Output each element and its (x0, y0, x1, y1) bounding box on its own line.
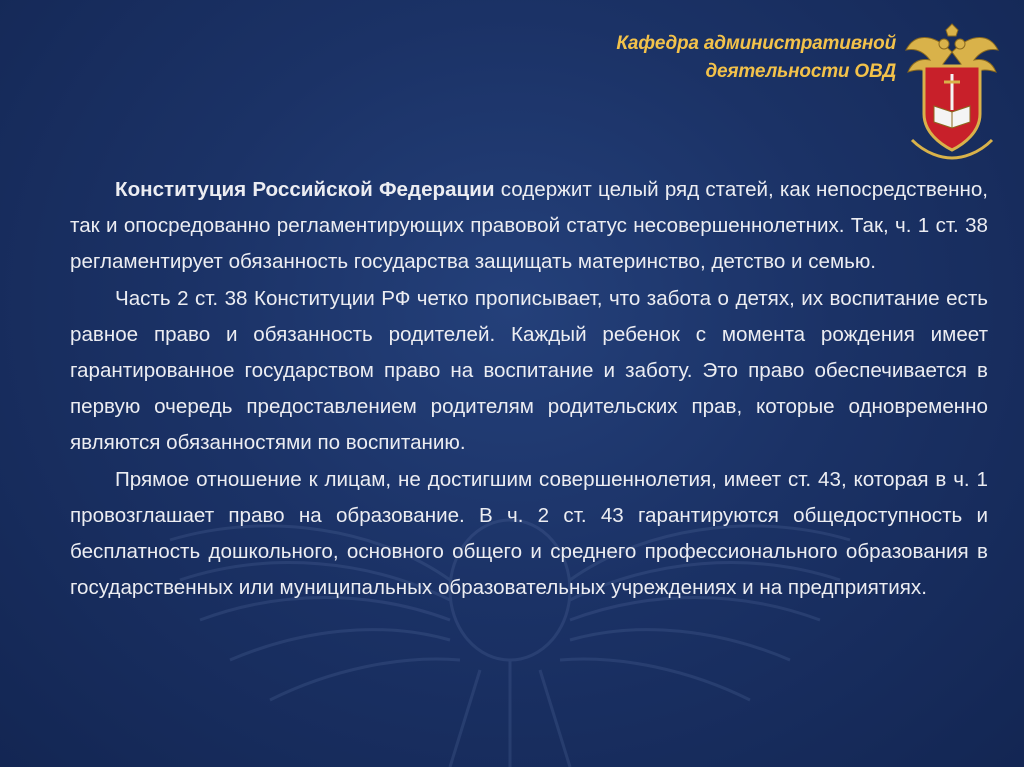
department-title-line2: деятельности ОВД (705, 61, 896, 82)
paragraph-3: Прямое отношение к лицам, не достигшим совершеннолетия, имеет ст. 43, которая в ч. 1 провозглашает право на образование. В ч. 2 ст. 43 гарантируются общедоступность и бесплатность дошкольного, основного общего и среднего профессионального образования в государственных или муниципальных образовательных учреждениях и на предприятиях. (70, 467, 988, 600)
paragraph-1-text: содержит целый ряд статей, как непосредственно, так и опосредованно регламентирующих правовой статус несовершеннолетних. Так, ч. 1 ст. 38 регламентирует обязанность государства защищать материнство, детство и семью. (70, 178, 988, 274)
paragraph-2: Часть 2 ст. 38 Конституции РФ четко прописывает, что забота о детях, их воспитание есть равное право и обязанность родителей. Каждый ребенок с момента рождения имеет гарантированное государством право на воспитание и заботу. Это право обеспечивается в первую очередь предоставлением родителям родительских прав, которые одновременно являются обязанностями по воспитанию. (70, 286, 988, 455)
paragraph-1 (70, 172, 988, 281)
police-academy-emblem-icon (902, 22, 1002, 162)
constitution-heading: Конституция Российской Федерации (115, 178, 495, 201)
main-text (70, 172, 988, 606)
department-title (516, 30, 896, 86)
department-title-line1: Кафедра административной (616, 33, 896, 54)
